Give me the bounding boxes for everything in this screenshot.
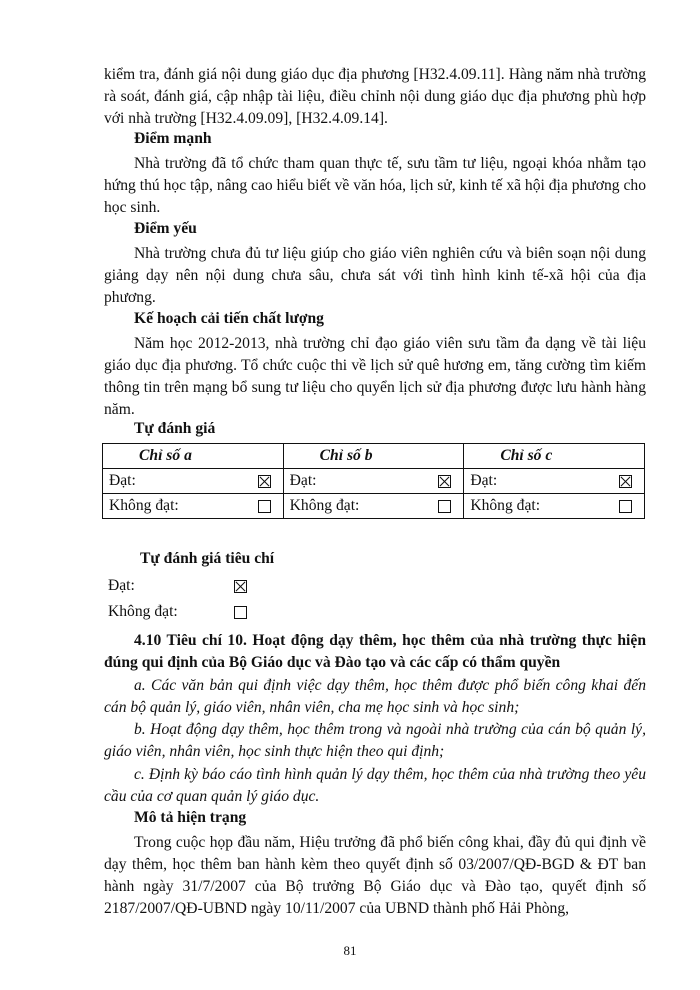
fail-label: Không đạt: <box>470 497 541 514</box>
column-header-b: Chỉ số b <box>283 444 464 469</box>
checkbox-icon[interactable] <box>234 606 247 619</box>
pass-cell-b <box>283 469 464 494</box>
plan-heading: Kế hoạch cải tiến chất lượng <box>134 310 324 327</box>
fail-cell-b <box>283 494 464 519</box>
current-state-paragraph: Trong cuộc họp đầu năm, Hiệu trưởng đã phổ biến công khai, đầy đủ qui định về dạy thêm, học thêm ban hành kèm theo quyết định số 03/2007/QĐ-BGD & ĐT ban hành ngày 31/7/2007 của Bộ trưởng Bộ Giáo dục và Đào tạo, quyết định số 2187/2007/QĐ-UBND ngày 10/11/2007 của UBND thành phố Hải Phòng, <box>104 834 646 917</box>
checkbox-icon[interactable] <box>619 475 632 488</box>
fail-label: Không đạt: <box>109 497 179 514</box>
column-header-c: Chỉ số c <box>464 444 645 469</box>
plan-paragraph: Năm học 2012-2013, nhà trường chỉ đạo giáo viên sưu tầm đa dạng về tài liệu giáo dục địa phương. Tổ chức cuộc thi về lịch sử quê hương em, tăng cường tìm kiếm thông tin trên mạng bổ sung tư liệu cho quyển lịch sử địa phương được lưu hành hàng năm. <box>104 335 646 418</box>
pass-label: Đạt: <box>289 472 317 489</box>
pass-cell-c <box>464 469 645 494</box>
criterion-fail-row <box>108 603 253 621</box>
checkbox-icon[interactable] <box>619 500 632 513</box>
page-number: 81 <box>343 943 357 958</box>
fail-label: Không đạt: <box>289 497 360 514</box>
self-eval-table <box>102 443 645 519</box>
checkbox-icon[interactable] <box>438 475 451 488</box>
checkbox-icon[interactable] <box>438 500 451 513</box>
criterion-eval-heading: Tự đánh giá tiêu chí <box>140 550 275 567</box>
criterion-pass-label: Đạt: <box>108 577 135 594</box>
strengths-paragraph: Nhà trường đã tổ chức tham quan thực tế, sưu tầm tư liệu, ngoại khóa nhằm tạo hứng thú học tập, nâng cao hiểu biết về văn hóa, lịch sử, kinh tế xã hội địa phương cho học sinh. <box>104 155 647 216</box>
checkbox-icon[interactable] <box>234 580 247 593</box>
pass-label: Đạt: <box>109 472 136 489</box>
strengths-heading: Điểm mạnh <box>134 130 212 147</box>
criterion10-title: 4.10 Tiêu chí 10. Hoạt động dạy thêm, học thêm của nhà trường thực hiện đúng qui định của Bộ Giáo dục và Đào tạo và các cấp có thẩm quyền <box>104 632 646 671</box>
column-header-a: Chỉ số a <box>103 444 284 469</box>
criterion-fail-label: Không đạt: <box>108 603 178 620</box>
weaknesses-heading: Điểm yếu <box>134 220 197 237</box>
table-header-row <box>103 444 645 469</box>
pass-row <box>103 469 645 494</box>
fail-cell-a <box>103 494 284 519</box>
fail-cell-c <box>464 494 645 519</box>
pass-cell-a <box>103 469 284 494</box>
checkbox-icon[interactable] <box>258 475 271 488</box>
criterion-pass-row <box>108 577 253 595</box>
pass-label: Đạt: <box>470 472 498 489</box>
weaknesses-paragraph: Nhà trường chưa đủ tư liệu giúp cho giáo viên nghiên cứu và biên soạn nội dung giảng dạy nên nội dung chưa sâu, chưa sát với tình hình kinh tế-xã hội của địa phương. <box>104 245 646 306</box>
criterion10-item-a: a. Các văn bản qui định việc dạy thêm, học thêm được phổ biến công khai đến cán bộ quản lý, giáo viên, nhân viên, cha mẹ học sinh và học sinh; <box>104 677 646 716</box>
current-state-heading: Mô tả hiện trạng <box>134 809 247 826</box>
checkbox-icon[interactable] <box>258 500 271 513</box>
criterion10-item-c: c. Định kỳ báo cáo tình hình quản lý dạy thêm, học thêm của nhà trường theo yêu cầu của cơ quan quản lý giáo dục. <box>104 766 646 805</box>
fail-row <box>103 494 645 519</box>
self-eval-heading: Tự đánh giá <box>134 420 216 437</box>
intro-paragraph: kiểm tra, đánh giá nội dung giáo dục địa phương [H32.4.09.11]. Hàng năm nhà trường rà soát, đánh giá, cập nhập tài liệu, điều chỉnh nội dung giáo dục địa phương phù hợp với nhà trường [H32.4.09.09], [H32.4.09.14]. <box>104 66 646 127</box>
criterion10-item-b: b. Hoạt động dạy thêm, học thêm trong và ngoài nhà trường của cán bộ quản lý, giáo viên, nhân viên, học sinh thực hiện theo qui định; <box>104 721 646 760</box>
